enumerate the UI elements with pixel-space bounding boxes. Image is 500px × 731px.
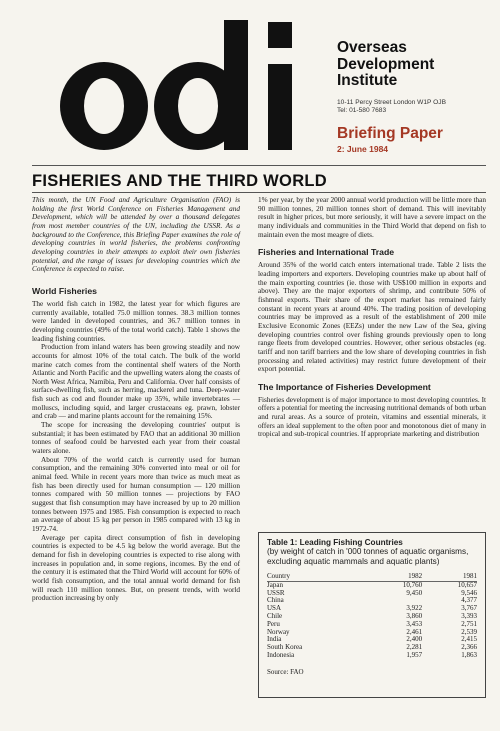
- table-1-box: [258, 532, 486, 698]
- phone-line: Tel: 01-580 7683: [337, 107, 387, 114]
- paragraph: 1% per year, by the year 2000 annual world production will be little more than 90 million tonnes, 20 million tonnes short of demand. This will inevitably result in higher prices, but more seriously, it will have a severe impact on the many individuals and communities in the Third World that depend on fish to maintain even the most meagre of diets.: [258, 196, 486, 239]
- odi-logo: [48, 14, 304, 156]
- section-heading: The Importance of Fisheries Development: [258, 381, 431, 392]
- country-cell: India: [267, 635, 282, 644]
- institute-name-line: Overseas: [337, 39, 407, 56]
- institute-name-line: Institute: [337, 72, 398, 89]
- table-1: [267, 572, 477, 660]
- masthead: [0, 0, 500, 165]
- column-header: Country: [267, 572, 367, 582]
- country-cell: USSR: [267, 588, 285, 597]
- title-divider: [32, 192, 486, 193]
- catch-cell: 2,461: [406, 627, 423, 636]
- institute-address: [337, 99, 497, 116]
- column-header: 1981: [422, 572, 477, 582]
- series-title: Briefing Paper: [337, 124, 443, 142]
- paragraph: The world fish catch in 1982, the latest year for which figures are currently available, totalled 75.0 million tonnes. 38.3 million tonnes were landed in developed countries, and 36.7 million tonnes in developing countries (49% of the total world catch). Table 1 shows the leading fishing countries.: [32, 299, 240, 343]
- catch-cell: 2,281: [406, 643, 423, 652]
- paragraph: The scope for increasing the developing countries' output is substantial; it has been estimated by FAO that an additional 30 million tonnes of seafood could be harvested each year from their coastal waters alone.: [32, 421, 240, 456]
- country-cell: South Korea: [267, 643, 303, 652]
- table-row: [267, 652, 477, 660]
- country-cell: Chile: [267, 612, 283, 621]
- section-heading: World Fisheries: [32, 285, 98, 296]
- catch-cell: 1,957: [406, 651, 423, 660]
- issue-label: 2: June 1984: [337, 143, 389, 154]
- catch-cell: 3,393: [461, 612, 477, 621]
- table-title-caption: (by weight of catch in '000 tonnes of aquatic organisms, excluding aquatic mammals and aquatic plants): [267, 547, 469, 566]
- institute-name: [337, 40, 497, 90]
- top-divider: [32, 165, 486, 166]
- right-column: [258, 196, 486, 439]
- paragraph: Fisheries development is of major importance to most developing countries. It offers a potential for meeting the increasing nutritional demands of both urban and rural areas. As a source of protein, vitamins and essential minerals, it offers an ideal supplement to the often poor and monotonous diet of many in tropical and sub-tropical countries. If appropriate marketing and distribution: [258, 395, 486, 439]
- table-source: Source: FAO: [267, 667, 304, 676]
- intro-paragraph: This month, the UN Food and Agriculture Organisation (FAO) is holding the first World Conference on Fisheries Management and Development, which will be attended by over a thousand delegates from most member countries of the UN, including the USSR. As a background to the Conference, this Briefing Paper examines the role of developing countries in world fisheries, the problems confronting developing countries in their attempts to exploit their own fisheries potential, and the range of issues for developing countries which the Conference is expected to raise.: [32, 196, 240, 274]
- catch-cell: 2,415: [461, 635, 477, 644]
- country-cell: Indonesia: [267, 651, 295, 660]
- paragraph: About 70% of the world catch is currently used for human consumption, and the remaining 30% converted into meal or oil for animal feed. While in recent years more than twice as much meat as fish has been directly used for human consumption — 120 million tonnes compared with 50 million tonnes — projections by FAO suggest that fish consumption may have increased by up to 20 million tonnes between 1975 and 1985. Fish consumption is expected to reach an average of about 15 kg per person in 1985 compared with 13 kg in 1972-74.: [32, 455, 240, 533]
- table-title-bold: Table 1: Leading Fishing Countries: [267, 538, 403, 547]
- catch-cell: 9,546: [461, 588, 477, 597]
- catch-cell: 3,767: [461, 604, 477, 613]
- table-row: [267, 597, 477, 605]
- catch-cell: 1,863: [461, 651, 477, 660]
- catch-cell: 10,760: [402, 580, 423, 589]
- address-line: 10-11 Percy Street London W1P OJB: [337, 98, 446, 106]
- catch-cell: 4,377: [461, 596, 477, 605]
- article-title: FISHERIES AND THE THIRD WORLD: [32, 172, 328, 190]
- section-heading: Fisheries and International Trade: [258, 247, 395, 258]
- catch-cell: 2,400: [406, 635, 423, 644]
- catch-cell: 2,539: [461, 627, 477, 636]
- table-row: [267, 621, 477, 629]
- table-row: [267, 629, 477, 637]
- country-cell: China: [267, 596, 284, 605]
- catch-cell: 2,751: [461, 619, 477, 628]
- paragraph: Production from inland waters has been growing steadily and now accounts for almost 10% of the total catch. The bulk of the world marine catch comes from the continental shelf waters of the North Atlantic and North Pacific and the upwelling waters along the coasts of North West Africa, Namibia, Peru and California. Over half consists of surface-dwelling fish, such as herring, mackerel and tuna. Deep-water fish such as cod and flounder make up 35%, while invertebrates — molluscs, including squid, and larger crustaceans eg. prawn, lobster and crab — and marine plants account for the remaining 15%.: [32, 343, 240, 421]
- country-cell: Japan: [267, 580, 283, 589]
- paragraph: Around 35% of the world catch enters international trade. Table 2 lists the leading importers and exporters. Developing countries make up about half of the main exporting countries (ie. those with US$100 million in exports and above). They are the major exporters of shrimp, and contribute 50% of fishmeal exports. Their share of the export market has remained fairly constant in recent years at around 40%. The trading position of developing countries may be improved as a result of the establishment of 200 mile Exclusive Economic Zones (EEZs) under the new Law of the Sea, giving developing countries control over fishing grounds previously open to long range fleets from developed countries. However, other serious obstacles (eg. tariff and non tariff barriers and the low share of developing countries in fish processing and related activities) may restrict future development of their export potential.: [258, 261, 486, 374]
- catch-cell: 2,366: [461, 643, 477, 652]
- table-row: [267, 581, 477, 589]
- table-row: [267, 590, 477, 598]
- paragraph: Average per capita direct consumption of fish in developing countries is expected to be 4.5 kg below the world average. But the demand for fish in developing countries is expected to rise along with increases in population and, in some regions, incomes. By the end of the century it is estimated that the Third World will account for 60% of world fish consumption, and the total annual world demand for fish will reach 110 million tonnes. But, on present trends, with world production increasing by only: [32, 533, 240, 603]
- catch-cell: 3,922: [406, 604, 423, 613]
- left-column: [32, 196, 240, 603]
- column-header: 1982: [367, 572, 422, 582]
- catch-cell: 3,453: [406, 619, 423, 628]
- country-cell: USA: [267, 604, 282, 613]
- catch-cell: 9,450: [406, 588, 423, 597]
- country-cell: Norway: [267, 627, 290, 636]
- institute-name-line: Development: [337, 55, 435, 73]
- institute-info: [337, 40, 497, 154]
- catch-cell: 10,657: [457, 580, 477, 589]
- table-row: [267, 644, 477, 652]
- table-title: [267, 538, 477, 566]
- table-row: [267, 605, 477, 613]
- country-cell: Peru: [267, 619, 280, 628]
- table-header-row: [267, 572, 477, 582]
- table-row: [267, 613, 477, 621]
- catch-cell: 3,860: [406, 612, 423, 621]
